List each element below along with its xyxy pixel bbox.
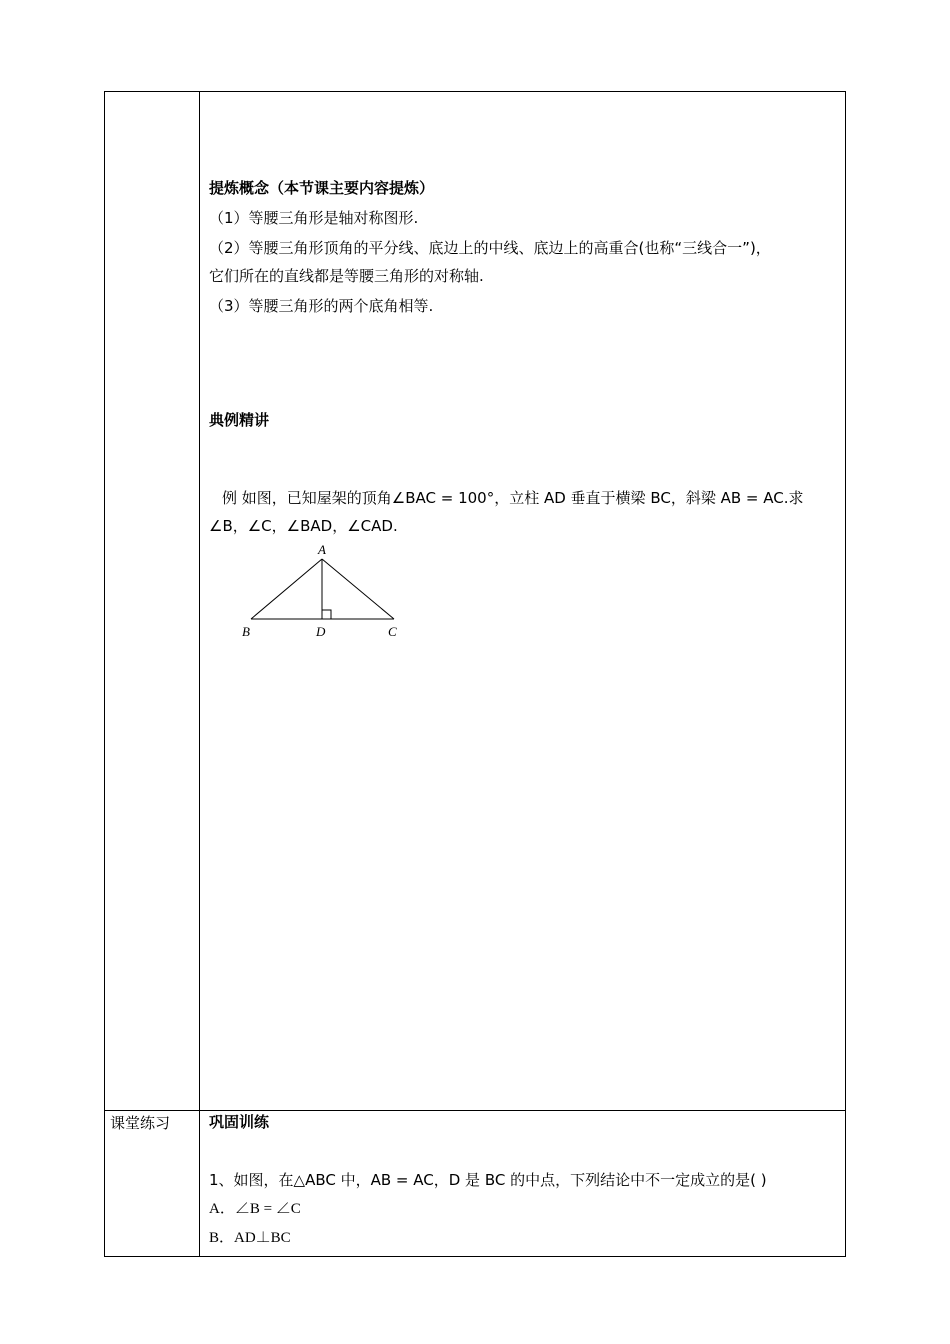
concept-item-3: （3）等腰三角形的两个底角相等. — [209, 297, 434, 315]
section-heading-concepts: 提炼概念（本节课主要内容提炼） — [209, 179, 435, 197]
column-divider — [199, 91, 200, 1257]
row-divider — [104, 1110, 846, 1111]
example-text-line2: ∠B，∠C，∠BAD，∠CAD. — [209, 517, 398, 535]
option-a: A．∠B = ∠C — [209, 1201, 301, 1217]
concept-item-2-cont: 它们所在的直线都是等腰三角形的对称轴. — [209, 267, 484, 285]
option-b: B．AD⊥BC — [209, 1230, 291, 1246]
example-text-line1: 例 如图，已知屋架的顶角∠BAC = 100°，立柱 AD 垂直于横梁 BC，斜梁 AB = AC.求 — [222, 489, 804, 507]
question-1: 1、如图，在△ABC 中，AB = AC，D 是 BC 的中点，下列结论中不一定成立的是( ) — [209, 1171, 767, 1189]
row-label-classroom-practice: 课堂练习 — [110, 1114, 171, 1132]
vertex-label-d: D — [316, 624, 326, 639]
concept-item-1: （1）等腰三角形是轴对称图形. — [209, 209, 419, 227]
vertex-label-a: A — [318, 542, 326, 557]
vertex-label-c: C — [388, 624, 397, 639]
concept-item-2: （2）等腰三角形顶角的平分线、底边上的中线、底边上的高重合(也称“三线合一”)， — [209, 239, 771, 257]
section-heading-consolidation: 巩固训练 — [209, 1113, 270, 1131]
section-heading-examples: 典例精讲 — [209, 411, 270, 429]
vertex-label-b: B — [242, 624, 250, 639]
